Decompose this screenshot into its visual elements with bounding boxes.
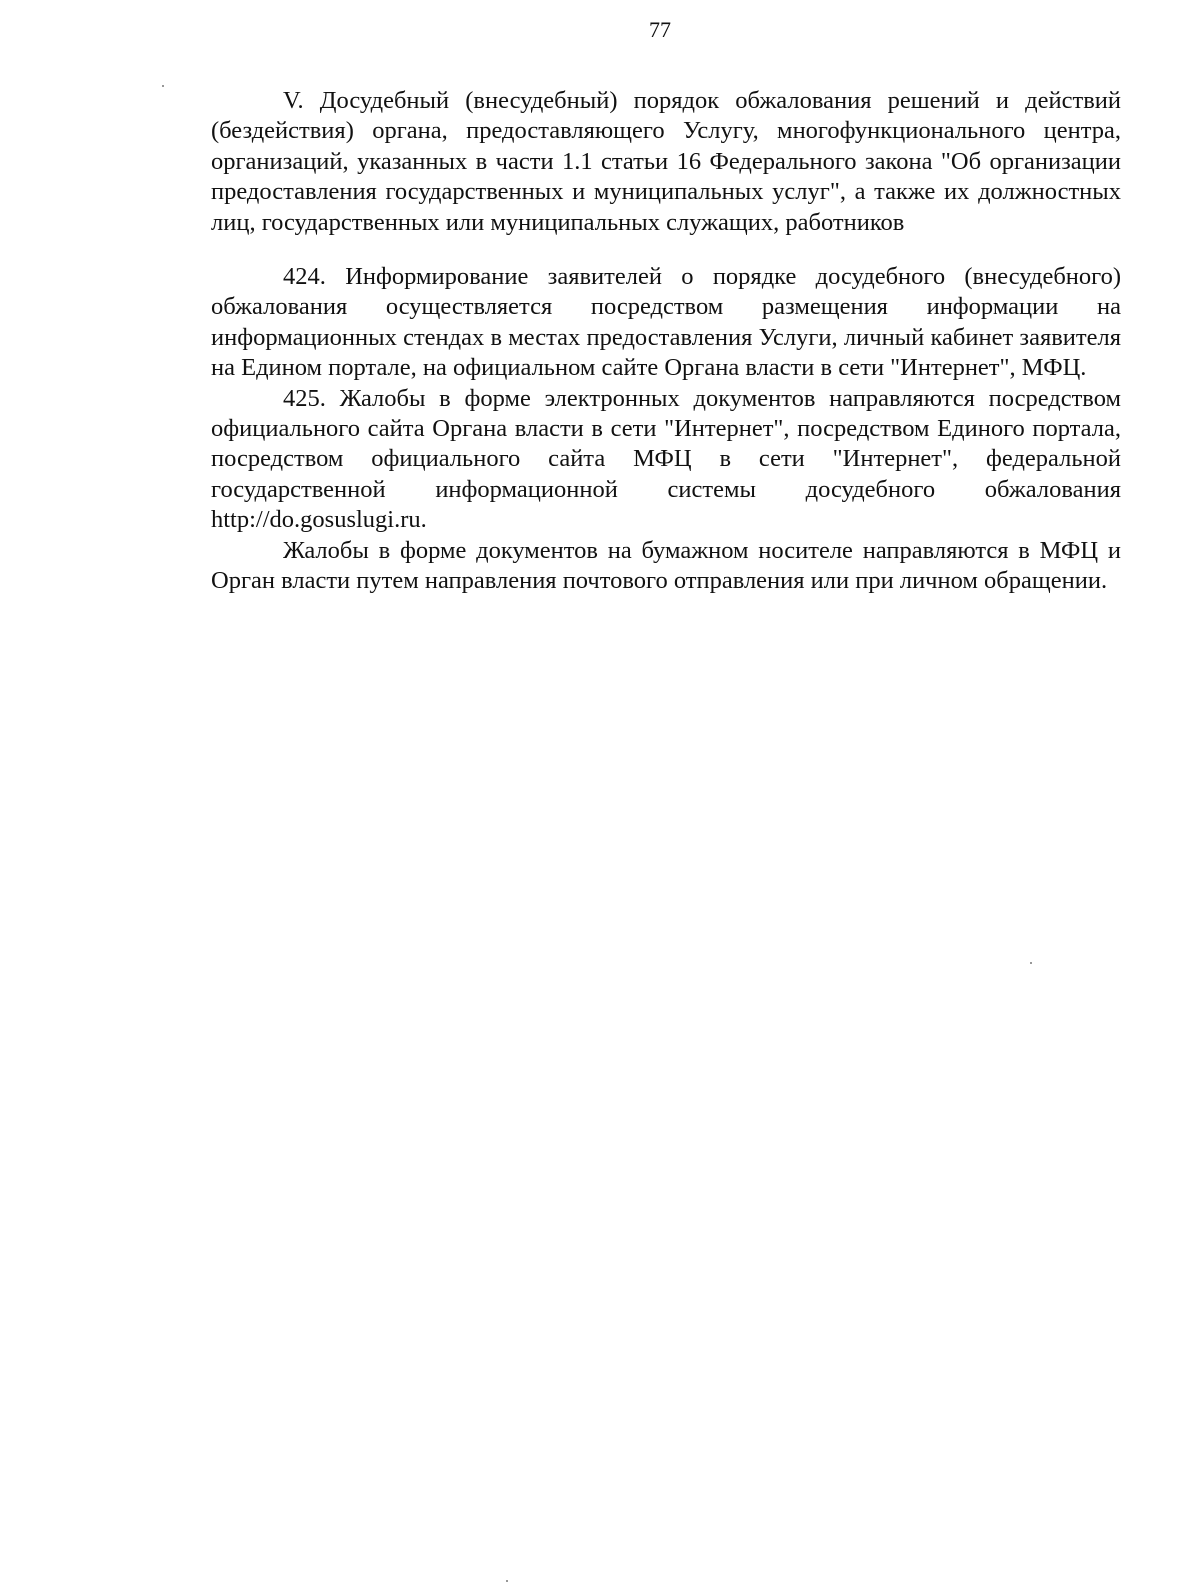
scan-speck [506, 1580, 508, 1582]
page-number: 77 [649, 17, 671, 42]
document-body [211, 86, 1121, 597]
scan-speck [1030, 962, 1032, 964]
paragraph-424: 424. Информирование заявителей о порядке досудебного (внесудебного) обжалования осуществляется посредством размещения информации на информационных стендах в местах предоставления Услуги, личный кабинет заявителя на Едином портале, на официальном сайте Органа власти в сети "Интернет", МФЦ. [211, 263, 1121, 382]
section-heading: V. Досудебный (внесудебный) порядок обжалования решений и действий (бездействия) органа, предоставляющего Услугу, многофункционального центра, организаций, указанных в части 1.1 статьи 16 Федерального закона "Об организации предоставления государственных и муниципальных услуг", а также их должностных лиц, государственных или муниципальных служащих, работников [211, 87, 1121, 236]
paragraph-425: 425. Жалобы в форме электронных документов направляются посредством официального сайта Органа власти в сети "Интернет", посредством Единого портала, посредством официального сайта МФЦ в сети "Интернет", федеральной государственной информационной системы досудебного обжалования http://do.gosuslugi.ru. [211, 384, 1121, 534]
paragraph-paper-complaints: Жалобы в форме документов на бумажном носителе направляются в МФЦ и Орган власти путем направления почтового отправления или при личном обращении. [211, 536, 1121, 595]
scan-speck [162, 85, 164, 87]
